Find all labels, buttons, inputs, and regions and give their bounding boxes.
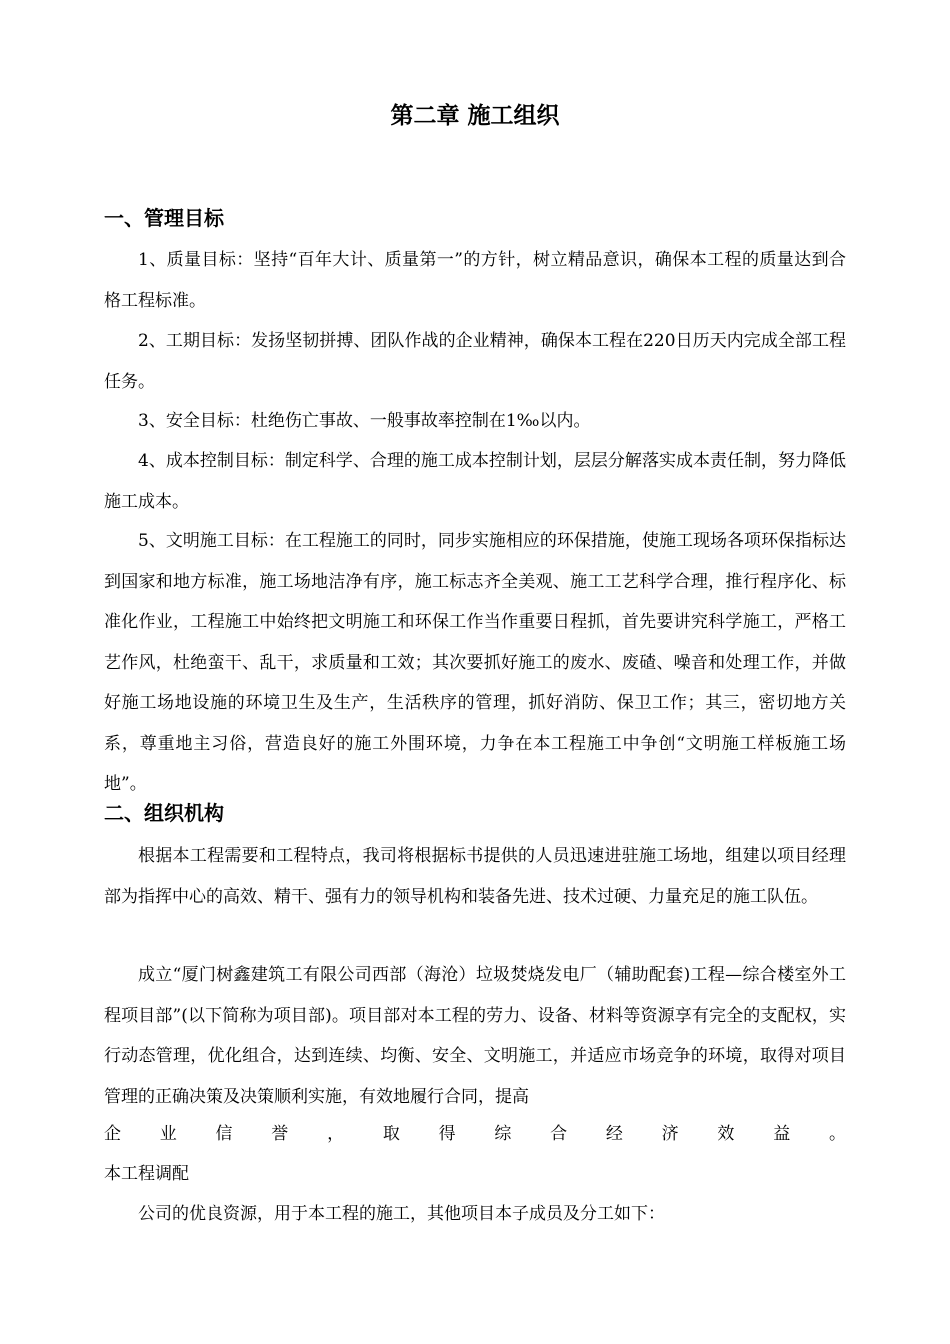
- spread-char: 。: [828, 1124, 846, 1144]
- spread-char: 誉: [271, 1124, 289, 1144]
- section-heading-organization: 二、组织机构: [104, 801, 224, 825]
- spread-char: 业: [159, 1124, 177, 1144]
- goal-safety: 3、安全目标：杜绝伤亡事故、一般事故率控制在1‰以内。: [138, 411, 591, 431]
- goal-quality: 1、质量目标：坚持“百年大计、质量第一”的方针，树立精品意识，确保本工程的质量达到合格工程标准。: [104, 250, 846, 311]
- spread-char: ，: [327, 1124, 345, 1144]
- organization-paragraph-2: 成立“厦门树鑫建筑工有限公司西部（海沧）垃圾焚烧发电厂（辅助配套)工程—综合楼室外工程项目部”(以下简称为项目部)。项目部对本工程的劳力、设备、材料等资源享有完全的支配权，实行动态管理，优化组合，达到连续、均衡、安全、文明施工，并适应市场竞争的环境，取得对项目管理的正确决策及决策顺利实施，有效地履行合同，提高: [104, 965, 846, 1107]
- spread-char: 益: [773, 1124, 791, 1144]
- goal-civilized-construction: 5、文明施工目标：在工程施工的同时，同步实施相应的环保措施，使施工现场各项环保指标达到国家和地方标准，施工场地洁净有序，施工标志齐全美观、施工工艺科学合理，推行程序化、标准化作业，工程施工中始终把文明施工和环保工作当作重要日程抓，首先要讲究科学施工，严格工艺作风，杜绝蛮干、乱干，求质量和工效；其次要抓好施工的废水、废碴、噪音和处理工作，并做好施工场地设施的环境卫生及生产，生活秩序的管理，抓好消防、保卫工作；其三，密切地方关系，尊重地主习俗，营造良好的施工外围环境，力争在本工程施工中争创“文明施工样板施工场地”。: [104, 531, 846, 794]
- spread-char: 济: [661, 1124, 679, 1144]
- spread-justified-line: [104, 1114, 846, 1154]
- spread-char: 效: [717, 1124, 735, 1144]
- spread-char: 取: [382, 1124, 400, 1144]
- organization-paragraph-1: 根据本工程需要和工程特点，我司将根据标书提供的人员迅速进驻施工场地，组建以项目经理部为指挥中心的高效、精干、强有力的领导机构和装备先进、技术过硬、力量充足的施工队伍。: [104, 846, 846, 907]
- spread-char: 经: [605, 1124, 623, 1144]
- spread-char: 合: [550, 1124, 568, 1144]
- goal-schedule: 2、工期目标：发扬坚韧拼搏、团队作战的企业精神，确保本工程在220日历天内完成全部工程任务。: [104, 331, 846, 392]
- spread-char: 企: [104, 1124, 121, 1144]
- spread-char: 得: [438, 1124, 456, 1144]
- spread-char: 信: [215, 1124, 233, 1144]
- chapter-title: 第二章 施工组织: [390, 103, 560, 129]
- organization-paragraph-3: 公司的优良资源，用于本工程的施工，其他项目本子成员及分工如下：: [138, 1204, 665, 1224]
- goal-cost-control: 4、成本控制目标：制定科学、合理的施工成本控制计划，层层分解落实成本责任制，努力降低施工成本。: [104, 451, 846, 512]
- spread-char: 综: [494, 1124, 512, 1144]
- section-heading-management-goals: 一、管理目标: [104, 206, 224, 230]
- line-project-allocation: 本工程调配: [104, 1164, 189, 1184]
